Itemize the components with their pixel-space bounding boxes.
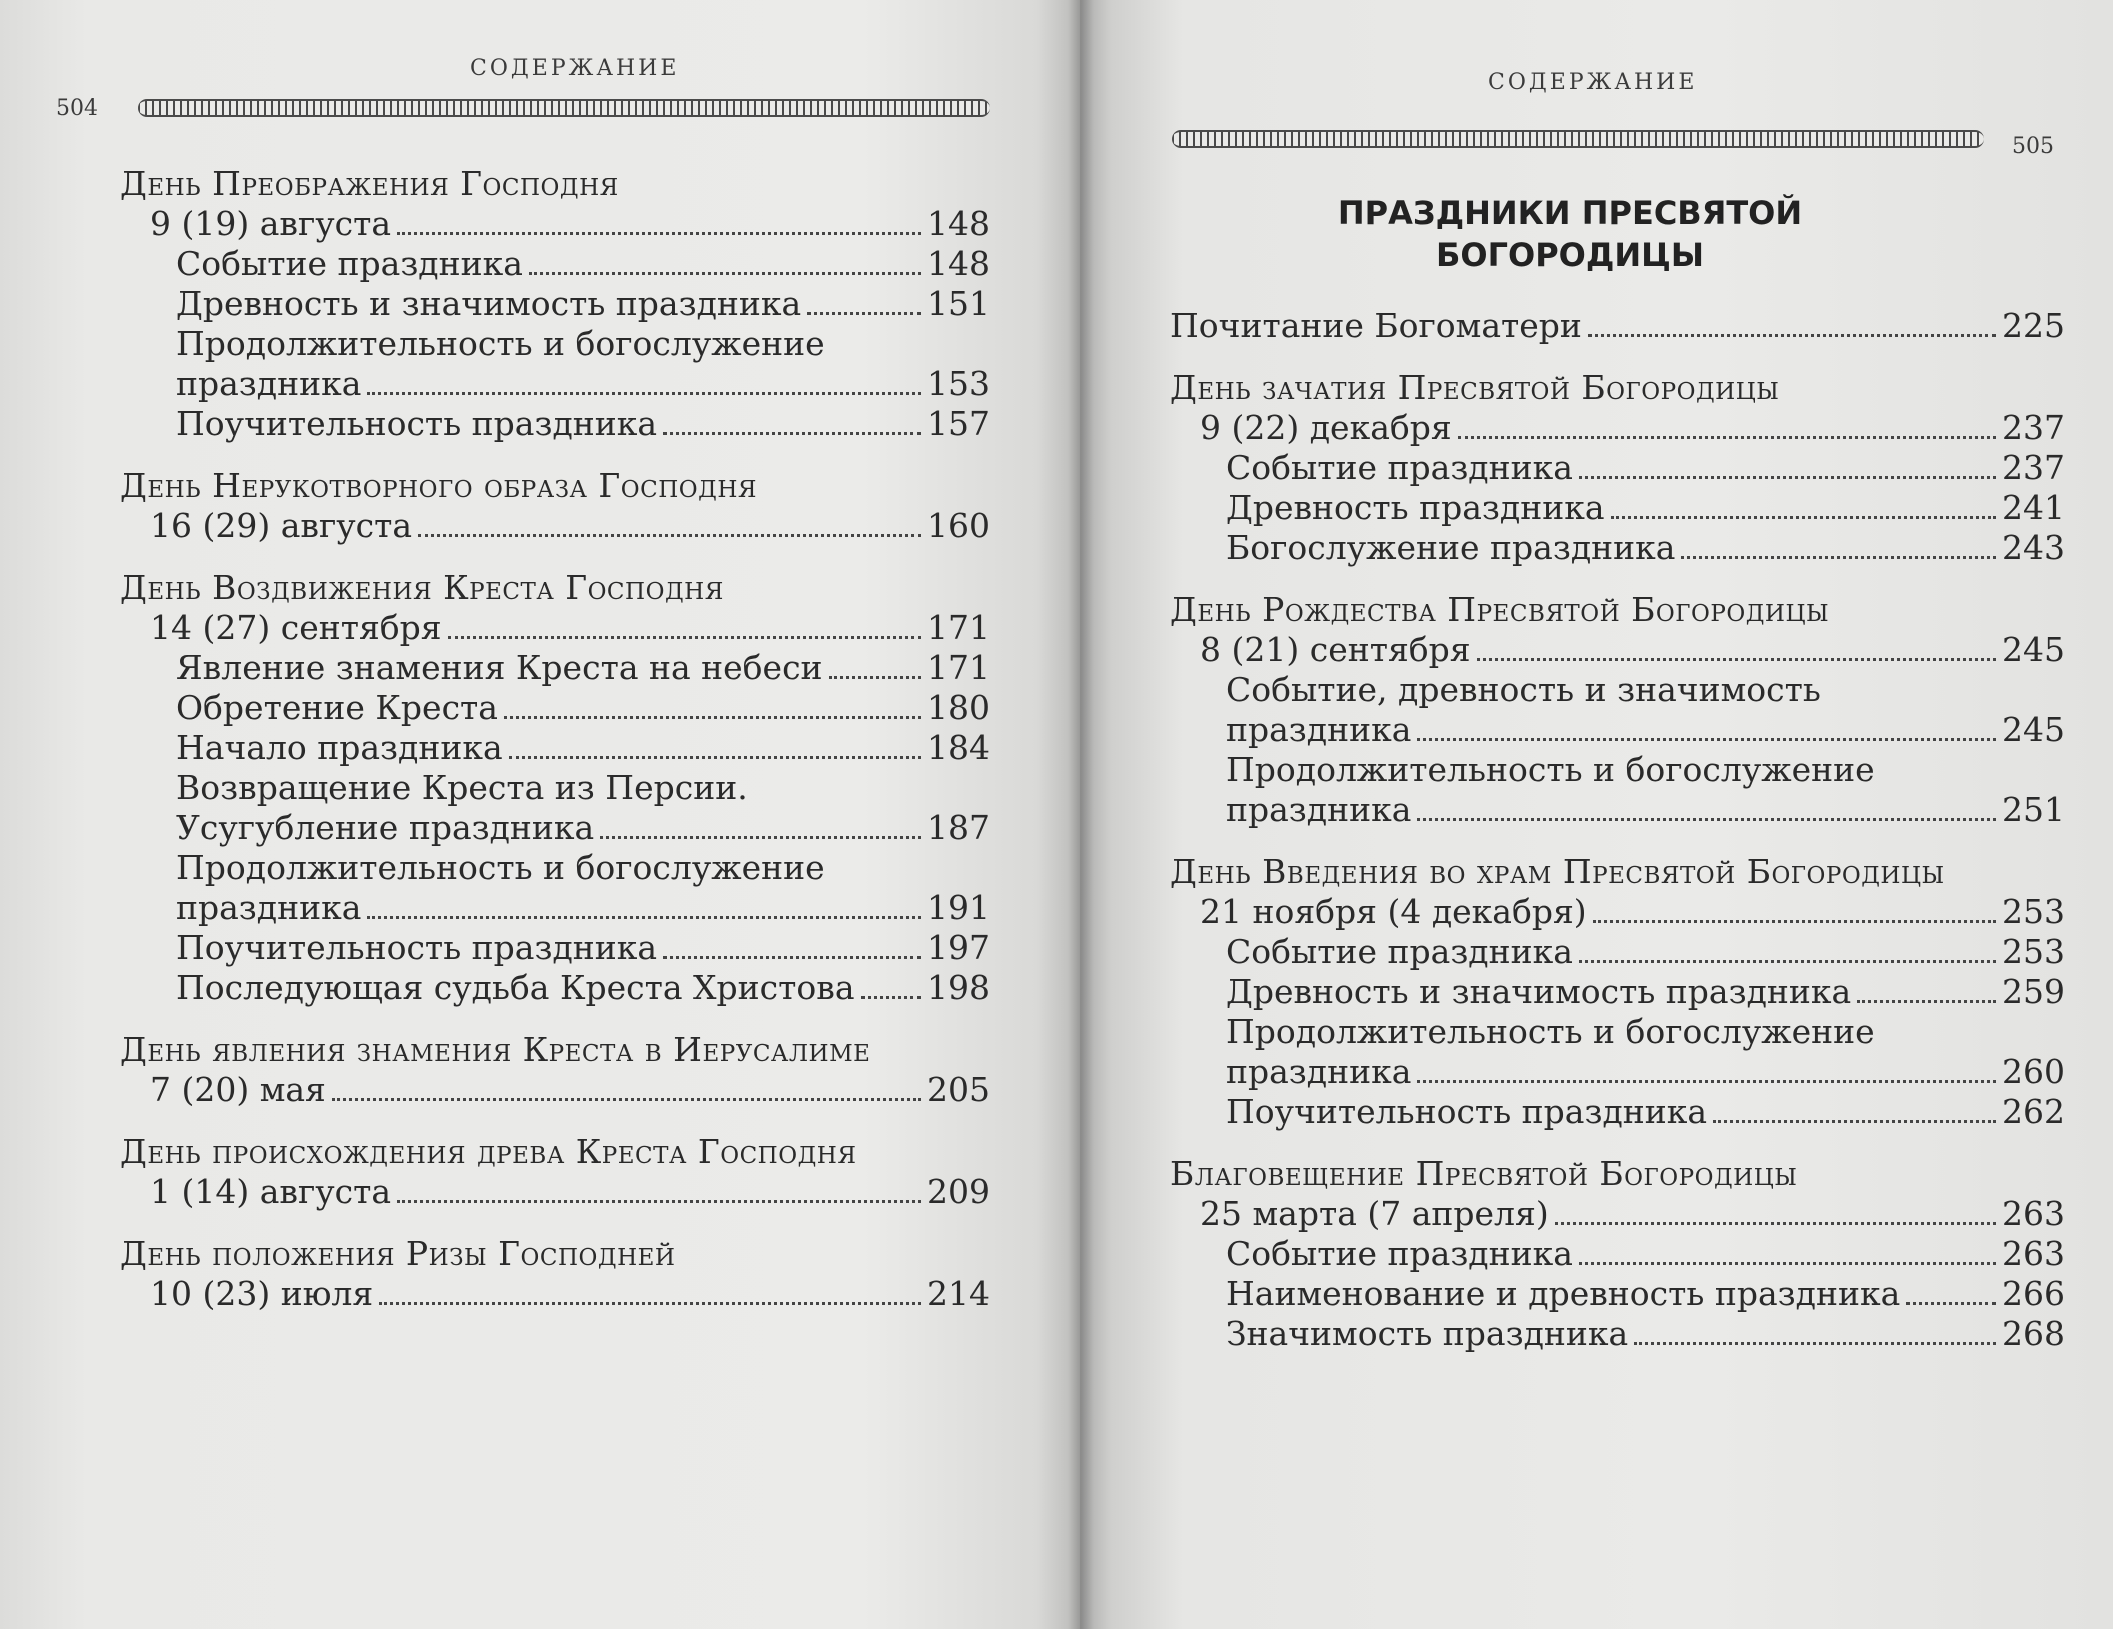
dot-leader <box>663 432 921 435</box>
page-ref: 259 <box>2002 972 2065 1011</box>
page-ref: 187 <box>927 808 990 847</box>
entry-title: праздника <box>1226 790 1412 829</box>
page-ref: 253 <box>2002 932 2065 971</box>
entry-title: Событие праздника <box>1226 932 1573 971</box>
toc-group <box>1170 852 2065 1132</box>
dot-leader <box>504 716 921 719</box>
entry-title: праздника <box>1226 710 1412 749</box>
toc-list-left <box>120 164 990 1314</box>
entry-title: 10 (23) июля <box>150 1274 374 1313</box>
entry-title: праздника <box>176 364 362 403</box>
toc-line <box>120 728 990 768</box>
dot-leader <box>379 1302 921 1305</box>
dot-leader <box>1611 516 1996 519</box>
page-ref: 241 <box>2002 488 2065 527</box>
toc-line <box>1170 932 2065 972</box>
entry-title: Почитание Богоматери <box>1170 306 1582 345</box>
page-ref: 151 <box>927 284 990 323</box>
page-ref: 171 <box>927 648 990 687</box>
page-ref: 209 <box>927 1172 990 1211</box>
dot-leader <box>807 312 921 315</box>
entry-title: Усугубление праздника <box>176 808 595 847</box>
toc-line <box>120 506 990 546</box>
toc-line <box>120 888 990 928</box>
entry-title: Значимость праздника <box>1226 1314 1629 1353</box>
toc-group <box>120 1234 990 1314</box>
toc-line <box>120 404 990 444</box>
page-ref: 266 <box>2002 1274 2065 1313</box>
toc-entry[interactable] <box>1170 528 2065 568</box>
entry-title: 9 (19) августа <box>150 204 392 243</box>
book-gutter <box>1068 0 1094 1629</box>
toc-group <box>120 466 990 546</box>
toc-entry[interactable] <box>120 768 990 848</box>
toc-group <box>120 1132 990 1212</box>
toc-line <box>120 928 990 968</box>
entry-title: 21 ноября (4 декабря) <box>1200 892 1587 931</box>
toc-line <box>1170 408 2065 448</box>
toc-entry[interactable] <box>120 848 990 928</box>
dot-leader <box>663 956 921 959</box>
entry-title: Событие праздника <box>1226 448 1573 487</box>
toc-line <box>120 244 990 284</box>
entry-title: 9 (22) декабря <box>1200 408 1452 447</box>
toc-entry[interactable] <box>120 648 990 688</box>
page-ref: 214 <box>927 1274 990 1313</box>
toc-line <box>120 648 990 688</box>
page-ref: 237 <box>2002 408 2065 447</box>
toc-entry[interactable] <box>120 728 990 768</box>
page-ref: 263 <box>2002 1194 2065 1233</box>
section-title <box>1240 192 1900 276</box>
entry-title-line: Продолжительность и богослужение <box>176 324 825 363</box>
group-heading[interactable]: День Введения во храм Пресвятой Богородицы <box>1170 852 1945 891</box>
toc-line <box>120 284 990 324</box>
toc-entry[interactable] <box>1170 932 2065 972</box>
toc-line <box>1170 630 2065 670</box>
entry-title-line: Продолжительность и богослужение <box>176 848 825 887</box>
dot-leader <box>1681 556 1996 559</box>
toc-entry[interactable] <box>120 244 990 284</box>
dot-leader <box>367 916 921 919</box>
toc-entry[interactable] <box>1170 750 2065 830</box>
entry-title: Начало праздника <box>176 728 503 767</box>
page-ref: 245 <box>2002 710 2065 749</box>
toc-line <box>120 1274 990 1314</box>
dot-leader <box>418 534 921 537</box>
entry-title: Древность и значимость праздника <box>176 284 802 323</box>
toc-entry[interactable] <box>1170 306 2065 346</box>
dot-leader <box>1417 1080 1996 1083</box>
entry-title: 1 (14) августа <box>150 1172 392 1211</box>
entry-title: 8 (21) сентября <box>1200 630 1471 669</box>
page-ref: 205 <box>927 1070 990 1109</box>
page-ref: 191 <box>927 888 990 927</box>
page-ref: 243 <box>2002 528 2065 567</box>
dot-leader <box>1593 920 1996 923</box>
toc-entry[interactable] <box>120 928 990 968</box>
running-head: СОДЕРЖАНИЕ <box>1488 70 1698 95</box>
toc-line <box>1170 710 2065 750</box>
toc-line <box>120 1172 990 1212</box>
dot-leader <box>1477 658 1996 661</box>
entry-title: Поучительность праздника <box>1226 1092 1708 1131</box>
dot-leader <box>1588 334 1996 337</box>
toc-group <box>1170 1154 2065 1354</box>
toc-line <box>120 608 990 648</box>
dot-leader <box>448 636 921 639</box>
entry-title: 16 (29) августа <box>150 506 413 545</box>
toc-line <box>1170 488 2065 528</box>
toc-line <box>1170 306 2065 346</box>
entry-title: Событие праздника <box>1226 1234 1573 1273</box>
page-number: 504 <box>56 96 98 121</box>
page-ref: 245 <box>2002 630 2065 669</box>
page-ref: 268 <box>2002 1314 2065 1353</box>
running-head: СОДЕРЖАНИЕ <box>470 56 680 81</box>
right-page <box>1080 0 2113 1629</box>
dot-leader <box>397 232 921 235</box>
toc-line <box>1170 448 2065 488</box>
page-ref: 184 <box>927 728 990 767</box>
dot-leader <box>1857 1000 1996 1003</box>
toc-line <box>1170 1314 2065 1354</box>
page-ref: 225 <box>2002 306 2065 345</box>
page-ref: 153 <box>927 364 990 403</box>
entry-title: 14 (27) сентября <box>150 608 442 647</box>
section-title-line-2: БОГОРОДИЦЫ <box>1436 236 1704 274</box>
group-heading[interactable]: День Нерукотворного образа Господня <box>120 466 757 505</box>
toc-line <box>1170 1274 2065 1314</box>
page-ref: 160 <box>927 506 990 545</box>
dot-leader <box>861 996 921 999</box>
toc-line <box>1170 892 2065 932</box>
dot-leader <box>509 756 921 759</box>
group-heading[interactable]: День Рождества Пресвятой Богородицы <box>1170 590 1830 629</box>
toc-line <box>120 1070 990 1110</box>
page-ref: 148 <box>927 204 990 243</box>
page-ref: 180 <box>927 688 990 727</box>
entry-title-line: Событие, древность и значимость <box>1226 670 1821 709</box>
entry-title: Событие праздника <box>176 244 523 283</box>
page-ref: 197 <box>927 928 990 967</box>
toc-entry[interactable] <box>1170 1234 2065 1274</box>
page-ref: 262 <box>2002 1092 2065 1131</box>
toc-line <box>1170 790 2065 830</box>
dot-leader <box>1906 1302 1996 1305</box>
toc-line <box>1170 1092 2065 1132</box>
entry-title: праздника <box>176 888 362 927</box>
dot-leader <box>1579 476 1996 479</box>
dot-leader <box>1713 1120 1996 1123</box>
page-number: 505 <box>2012 134 2054 159</box>
toc-line <box>1170 1234 2065 1274</box>
toc-entry[interactable] <box>120 688 990 728</box>
dot-leader <box>1417 818 1996 821</box>
entry-title: Древность и значимость праздника <box>1226 972 1852 1011</box>
toc-group <box>120 1030 990 1110</box>
dot-leader <box>1458 436 1996 439</box>
page-ref: 157 <box>927 404 990 443</box>
group-heading[interactable]: День Воздвижения Креста Господня <box>120 568 724 607</box>
toc-group <box>120 568 990 1008</box>
toc-line <box>120 688 990 728</box>
dot-leader <box>1634 1342 1996 1345</box>
entry-title: Наименование и древность праздника <box>1226 1274 1901 1313</box>
toc-entry[interactable] <box>1170 1274 2065 1314</box>
toc-entry[interactable] <box>1170 448 2065 488</box>
toc-list-right <box>1170 306 2065 1354</box>
page-ref: 171 <box>927 608 990 647</box>
entry-title: праздника <box>1226 1052 1412 1091</box>
toc-entry[interactable] <box>1170 1314 2065 1354</box>
entry-title: Обретение Креста <box>176 688 498 727</box>
toc-entry[interactable] <box>120 404 990 444</box>
toc-entry[interactable] <box>120 324 990 404</box>
entry-title-line: Продолжительность и богослужение <box>1226 1012 1875 1051</box>
toc-line <box>1170 1052 2065 1092</box>
page-ref: 263 <box>2002 1234 2065 1273</box>
dot-leader <box>367 392 921 395</box>
section-title-line-1: ПРАЗДНИКИ ПРЕСВЯТОЙ <box>1337 194 1803 232</box>
entry-title: Последующая судьба Креста Христова <box>176 968 855 1007</box>
dot-leader <box>600 836 921 839</box>
dot-leader <box>397 1200 921 1203</box>
toc-entry[interactable] <box>1170 488 2065 528</box>
group-heading[interactable]: День Преображения Господня <box>120 164 619 203</box>
page-ref: 237 <box>2002 448 2065 487</box>
rope-border-ornament-icon <box>138 99 990 117</box>
toc-group <box>1170 590 2065 830</box>
entry-title: 25 марта (7 апреля) <box>1200 1194 1549 1233</box>
group-heading[interactable]: День положения Ризы Господней <box>120 1234 676 1273</box>
toc-entry[interactable] <box>1170 972 2065 1012</box>
dot-leader <box>332 1098 921 1101</box>
toc-group <box>1170 368 2065 568</box>
rope-border-ornament-icon <box>1172 130 1984 148</box>
dot-leader <box>1417 738 1996 741</box>
toc-entry[interactable] <box>120 968 990 1008</box>
dot-leader <box>1579 960 1996 963</box>
group-heading[interactable]: День явления знамения Креста в Иерусалиме <box>120 1030 871 1069</box>
entry-title: Древность праздника <box>1226 488 1605 527</box>
entry-title: Поучительность праздника <box>176 404 658 443</box>
dot-leader <box>1579 1262 1996 1265</box>
toc-line <box>120 364 990 404</box>
toc-line <box>120 204 990 244</box>
group-heading[interactable]: Благовещение Пресвятой Богородицы <box>1170 1154 1798 1193</box>
page-ref: 260 <box>2002 1052 2065 1091</box>
toc-line <box>120 968 990 1008</box>
page-ref: 198 <box>927 968 990 1007</box>
toc-line <box>1170 1194 2065 1234</box>
toc-entry[interactable] <box>1170 670 2065 750</box>
toc-line <box>1170 972 2065 1012</box>
entry-title-line: Продолжительность и богослужение <box>1226 750 1875 789</box>
page-ref: 253 <box>2002 892 2065 931</box>
entry-title: Поучительность праздника <box>176 928 658 967</box>
page-ref: 251 <box>2002 790 2065 829</box>
toc-entry[interactable] <box>1170 1012 2065 1092</box>
toc-line <box>120 808 990 848</box>
dot-leader <box>1555 1222 1996 1225</box>
toc-entry[interactable] <box>1170 1092 2065 1132</box>
dot-leader <box>529 272 921 275</box>
group-heading[interactable]: День зачатия Пресвятой Богородицы <box>1170 368 1780 407</box>
entry-title-line: Возвращение Креста из Персии. <box>176 768 748 807</box>
dot-leader <box>829 676 921 679</box>
entry-title: Явление знамения Креста на небеси <box>176 648 823 687</box>
toc-group <box>120 164 990 444</box>
group-heading[interactable]: День происхождения древа Креста Господня <box>120 1132 857 1171</box>
toc-entry[interactable] <box>120 284 990 324</box>
page-ref: 148 <box>927 244 990 283</box>
entry-title: Богослужение праздника <box>1226 528 1676 567</box>
entry-title: 7 (20) мая <box>150 1070 326 1109</box>
toc-line <box>1170 528 2065 568</box>
